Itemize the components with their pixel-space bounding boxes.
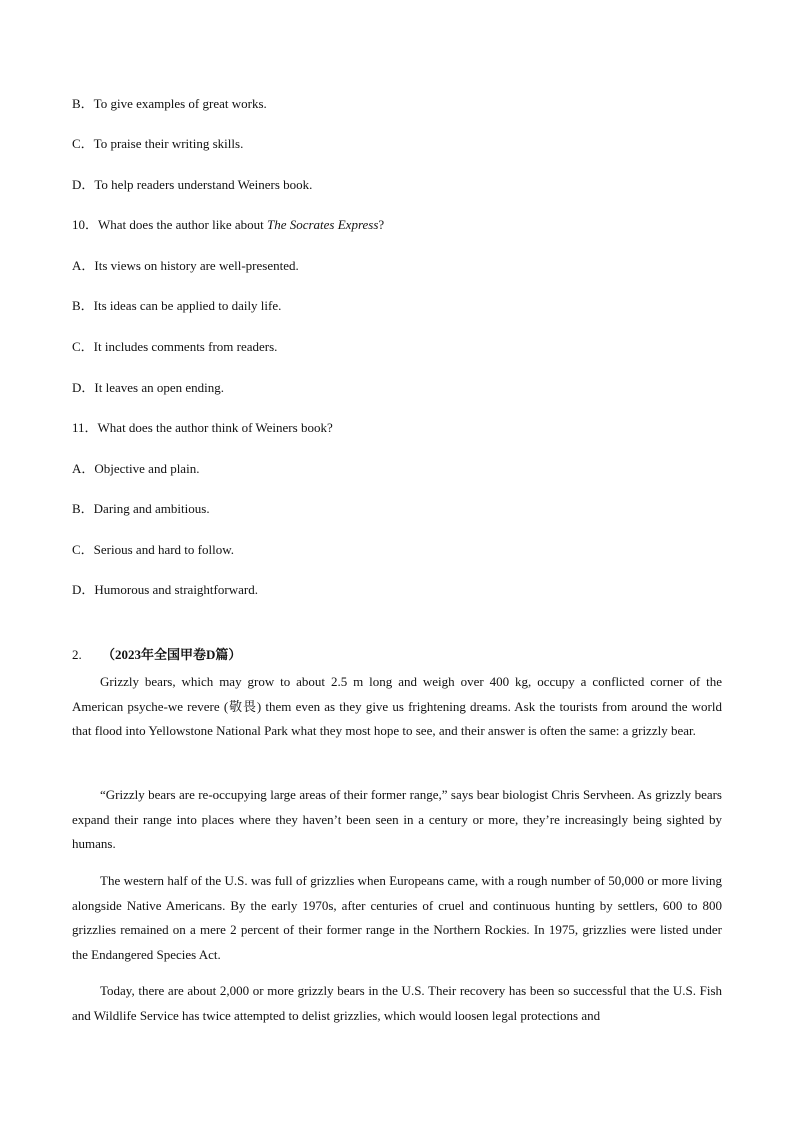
q11-option-c: C．Serious and hard to follow. — [72, 542, 234, 557]
q10-option-d: D．It leaves an open ending. — [72, 380, 224, 395]
q11-option-a: A．Objective and plain. — [72, 461, 200, 476]
q10-stem: 10．What does the author like about The Socrates Express? — [72, 217, 385, 232]
q10-option-b: B．Its ideas can be applied to daily life. — [72, 298, 282, 313]
q11-stem: 11．What does the author think of Weiners book? — [72, 420, 333, 435]
passage-paragraph-2: “Grizzly bears are re-occupying large areas of their former range,” says bear biologist Chris Servheen. As grizzly bears expand their range into places where they haven’t been seen in a century or more, they’re increasingly being sighted by humans. — [72, 787, 722, 851]
q11-option-d: D．Humorous and straightforward. — [72, 582, 258, 597]
q11-option-b: B．Daring and ambitious. — [72, 501, 210, 516]
q9-option-d: D．To help readers understand Weiners book. — [72, 177, 313, 192]
book-title: The Socrates Express — [266, 217, 379, 232]
q9-option-b: B．To give examples of great works. — [72, 96, 267, 111]
passage-heading — [72, 647, 241, 663]
passage-source: （2023年全国甲卷D篇） — [102, 647, 242, 662]
q9-option-c: C．To praise their writing skills. — [72, 136, 244, 151]
passage-paragraph-4: Today, there are about 2,000 or more grizzly bears in the U.S. Their recovery has been so successful that the U.S. Fish and Wildlife Service has twice attempted to delist grizzlies, which would loosen legal protections and — [72, 983, 722, 1023]
passage-paragraph-3: The western half of the U.S. was full of grizzlies when Europeans came, with a rough number of 50,000 or more living alongside Native Americans. By the early 1970s, after centuries of cruel and continuous hunting by settlers, 600 to 800 grizzlies remained on a mere 2 percent of their former range in the Northern Rockies. In 1975, grizzlies were listed under the Endangered Species Act. — [72, 873, 722, 962]
q10-option-c: C．It includes comments from readers. — [72, 339, 278, 354]
passage-paragraph-1: Grizzly bears, which may grow to about 2.5 m long and weigh over 400 kg, occupy a conflicted corner of the American psyche-we revere (敬畏) them even as they give us frightening dreams. Ask the tourists from around the world that flood into Yellowstone National Park what they most hope to see, and their answer is often the same: a grizzly bear. — [72, 674, 722, 738]
q10-option-a: A．Its views on history are well-presented. — [72, 258, 299, 273]
passage-number: 2. — [72, 647, 82, 662]
